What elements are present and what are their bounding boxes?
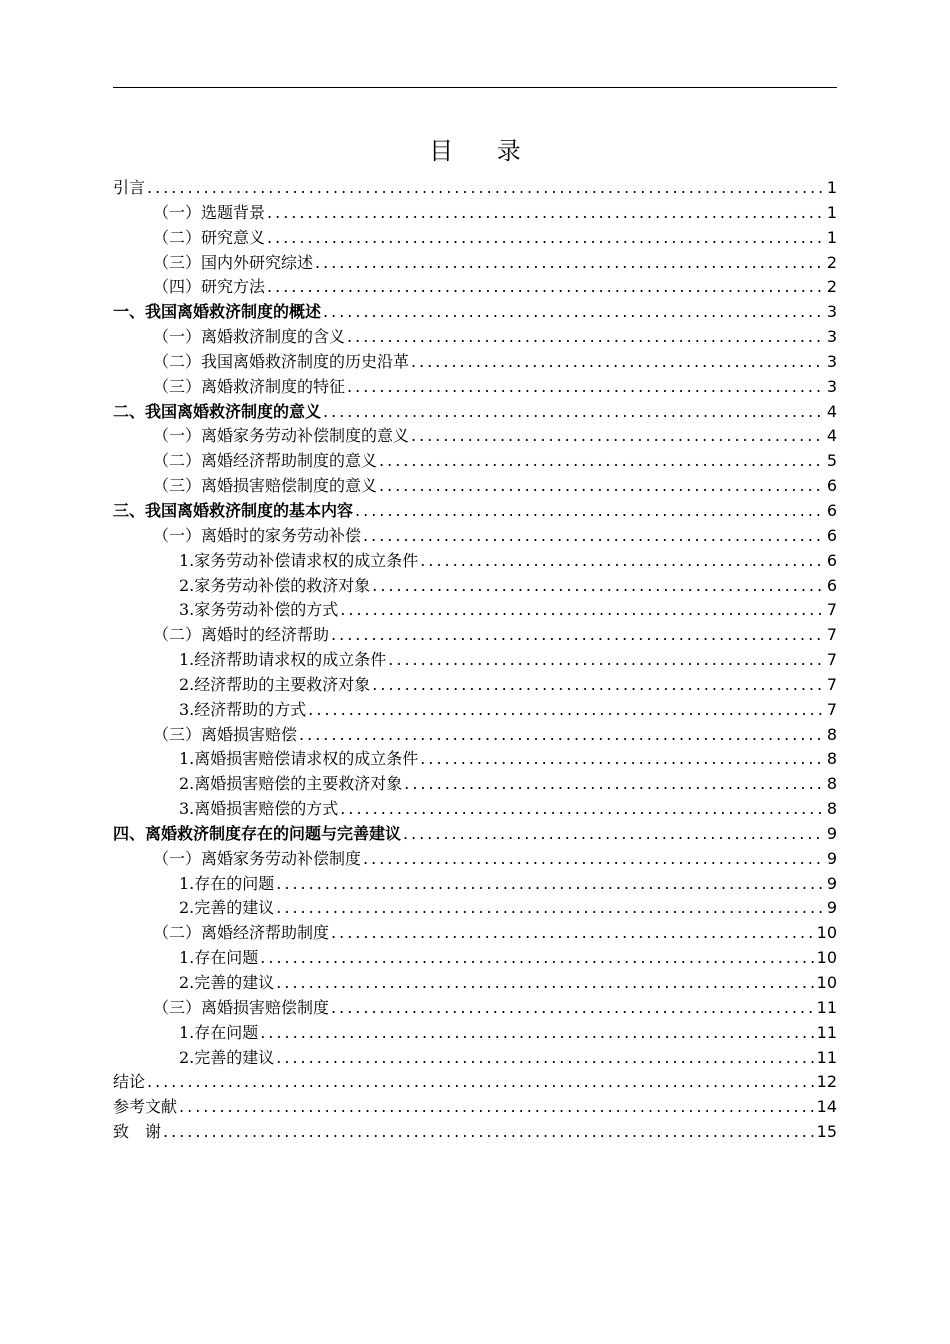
- toc-dot-leader: [308, 698, 825, 723]
- toc-entry[interactable]: [113, 574, 837, 599]
- toc-dot-leader: [276, 1046, 814, 1071]
- toc-entry-page: 1: [826, 227, 837, 247]
- toc-entry-page: 3: [826, 376, 837, 396]
- toc-dot-leader: [379, 474, 825, 499]
- toc-entry-label: （一）选题背景: [153, 202, 266, 222]
- toc-entry[interactable]: [113, 499, 837, 524]
- table-of-contents: [113, 176, 837, 1145]
- toc-entry[interactable]: [113, 723, 837, 748]
- toc-dot-leader: [411, 424, 825, 449]
- toc-entry-label: （一）离婚家务劳动补偿制度: [153, 848, 362, 868]
- toc-entry-page: 4: [826, 426, 837, 446]
- toc-entry-page: 7: [826, 600, 837, 620]
- toc-dot-leader: [403, 822, 825, 847]
- toc-entry-page: 9: [826, 898, 837, 918]
- toc-entry-label: （二）研究意义: [153, 227, 266, 247]
- toc-dot-leader: [276, 971, 814, 996]
- toc-dot-leader: [363, 524, 825, 549]
- toc-entry-label: （二）离婚经济帮助制度: [153, 923, 330, 943]
- toc-entry[interactable]: [113, 896, 837, 921]
- toc-dot-leader: [363, 847, 825, 872]
- toc-dot-leader: [276, 896, 825, 921]
- toc-dot-leader: [331, 996, 815, 1021]
- toc-entry-label: 1.离婚损害赔偿请求权的成立条件: [179, 749, 419, 769]
- toc-entry[interactable]: [113, 1120, 837, 1145]
- header-rule: [113, 87, 837, 88]
- toc-entry-page: 1: [826, 178, 837, 197]
- toc-dot-leader: [347, 375, 825, 400]
- toc-entry[interactable]: [113, 946, 837, 971]
- toc-entry-label: 一、我国离婚救济制度的概述: [113, 302, 322, 322]
- toc-entry-page: 15: [816, 1122, 837, 1142]
- toc-entry[interactable]: [113, 176, 837, 201]
- toc-entry-label: 2.经济帮助的主要救济对象: [179, 674, 371, 694]
- toc-entry-label: 1.存在问题: [179, 948, 259, 968]
- toc-dot-leader: [355, 499, 825, 524]
- toc-entry-label: 致 谢: [113, 1122, 162, 1142]
- toc-entry[interactable]: [113, 921, 837, 946]
- toc-entry-page: 12: [816, 1072, 837, 1092]
- toc-dot-leader: [260, 946, 814, 971]
- toc-dot-leader: [323, 400, 825, 425]
- toc-entry-page: 6: [826, 575, 837, 595]
- toc-dot-leader: [372, 673, 825, 698]
- toc-entry[interactable]: [113, 1070, 837, 1095]
- toc-entry-page: 8: [826, 724, 837, 744]
- toc-entry[interactable]: [113, 474, 837, 499]
- toc-entry-page: 6: [826, 525, 837, 545]
- toc-entry[interactable]: [113, 872, 837, 897]
- toc-dot-leader: [420, 747, 825, 772]
- toc-entry[interactable]: [113, 300, 837, 325]
- toc-entry-page: 11: [816, 1022, 837, 1042]
- toc-dot-leader: [147, 1070, 815, 1095]
- toc-entry-page: 7: [826, 650, 837, 670]
- toc-entry-page: 7: [826, 625, 837, 645]
- toc-entry-page: 1: [826, 202, 837, 222]
- toc-dot-leader: [299, 723, 825, 748]
- toc-entry[interactable]: [113, 524, 837, 549]
- toc-entry-label: （三）离婚损害赔偿制度的意义: [153, 476, 378, 496]
- toc-entry-label: 2.完善的建议: [179, 898, 275, 918]
- toc-entry-label: 2.离婚损害赔偿的主要救济对象: [179, 774, 403, 794]
- toc-entry-label: （二）离婚经济帮助制度的意义: [153, 451, 378, 471]
- toc-entry[interactable]: [113, 673, 837, 698]
- toc-dot-leader: [420, 549, 825, 574]
- toc-entry-label: 1.存在问题: [179, 1022, 259, 1042]
- toc-entry-label: （三）离婚损害赔偿: [153, 724, 298, 744]
- toc-dot-leader: [267, 275, 825, 300]
- toc-entry-page: 6: [826, 476, 837, 496]
- toc-dot-leader: [340, 797, 825, 822]
- toc-entry-label: 三、我国离婚救济制度的基本内容: [113, 500, 354, 520]
- toc-entry-label: （四）研究方法: [153, 277, 266, 297]
- toc-entry[interactable]: [113, 325, 837, 350]
- toc-dot-leader: [267, 226, 825, 251]
- toc-entry-label: 2.完善的建议: [179, 1047, 275, 1067]
- toc-dot-leader: [163, 1120, 815, 1145]
- toc-entry-page: 10: [816, 923, 837, 943]
- toc-entry-page: 8: [826, 774, 837, 794]
- toc-dot-leader: [315, 251, 825, 276]
- toc-entry[interactable]: [113, 201, 837, 226]
- toc-dot-leader: [323, 300, 825, 325]
- toc-entry[interactable]: [113, 747, 837, 772]
- toc-entry-label: （三）离婚救济制度的特征: [153, 376, 346, 396]
- toc-entry[interactable]: [113, 648, 837, 673]
- toc-entry-page: 10: [816, 973, 837, 992]
- toc-entry-page: 5: [826, 451, 837, 471]
- toc-entry-label: （二）我国离婚救济制度的历史沿革: [153, 351, 410, 371]
- toc-entry-label: 1.家务劳动补偿请求权的成立条件: [179, 550, 419, 570]
- toc-dot-leader: [276, 872, 825, 897]
- toc-entry[interactable]: [113, 996, 837, 1021]
- toc-entry[interactable]: [113, 822, 837, 847]
- toc-entry[interactable]: [113, 251, 837, 276]
- toc-entry-page: 4: [826, 401, 837, 421]
- toc-entry-label: （二）离婚时的经济帮助: [153, 625, 330, 645]
- toc-entry[interactable]: [113, 424, 837, 449]
- toc-entry[interactable]: [113, 549, 837, 574]
- toc-entry-page: 14: [816, 1097, 837, 1117]
- toc-dot-leader: [267, 201, 825, 226]
- toc-entry-label: （一）离婚家务劳动补偿制度的意义: [153, 426, 410, 446]
- toc-entry-page: 9: [826, 823, 837, 843]
- toc-dot-leader: [347, 325, 825, 350]
- toc-dot-leader: [331, 921, 815, 946]
- toc-entry-label: （一）离婚时的家务劳动补偿: [153, 525, 362, 545]
- toc-dot-leader: [411, 350, 825, 375]
- toc-dot-leader: [404, 772, 825, 797]
- toc-entry-label: 参考文献: [113, 1097, 178, 1117]
- page-title: 目 录: [429, 137, 539, 165]
- toc-entry-page: 6: [826, 550, 837, 570]
- toc-entry[interactable]: [113, 400, 837, 425]
- toc-entry[interactable]: [113, 772, 837, 797]
- toc-dot-leader: [379, 449, 825, 474]
- toc-entry-label: 四、离婚救济制度存在的问题与完善建议: [113, 823, 402, 843]
- toc-entry-label: 1.经济帮助请求权的成立条件: [179, 650, 387, 670]
- toc-entry-page: 8: [826, 799, 837, 819]
- toc-entry-page: 7: [826, 674, 837, 694]
- toc-entry-label: （三）离婚损害赔偿制度: [153, 997, 330, 1017]
- toc-dot-leader: [331, 623, 825, 648]
- toc-entry-page: 7: [826, 699, 837, 719]
- toc-entry-page: 3: [826, 302, 837, 322]
- toc-entry-label: 引言: [113, 178, 146, 197]
- toc-entry[interactable]: [113, 449, 837, 474]
- toc-dot-leader: [260, 1021, 814, 1046]
- toc-entry-label: 1.存在的问题: [179, 873, 275, 893]
- toc-entry[interactable]: [113, 1021, 837, 1046]
- toc-entry[interactable]: [113, 698, 837, 723]
- toc-entry-label: 二、我国离婚救济制度的意义: [113, 401, 322, 421]
- toc-dot-leader: [147, 176, 825, 201]
- toc-entry[interactable]: [113, 623, 837, 648]
- toc-entry-page: 3: [826, 351, 837, 371]
- toc-entry-page: 9: [826, 848, 837, 868]
- toc-entry-page: 10: [816, 948, 837, 968]
- toc-dot-leader: [388, 648, 825, 673]
- toc-entry-page: 11: [816, 997, 837, 1017]
- toc-entry-page: 11: [816, 1047, 837, 1067]
- toc-entry-label: 结论: [113, 1072, 146, 1092]
- toc-entry[interactable]: [113, 1046, 837, 1071]
- toc-entry-label: 2.家务劳动补偿的救济对象: [179, 575, 371, 595]
- toc-entry[interactable]: [113, 797, 837, 822]
- toc-entry[interactable]: [113, 847, 837, 872]
- toc-entry-page: 3: [826, 327, 837, 347]
- toc-entry-label: 3.离婚损害赔偿的方式: [179, 799, 339, 819]
- toc-entry-page: 6: [826, 500, 837, 520]
- toc-entry-page: 2: [826, 252, 837, 272]
- toc-dot-leader: [372, 574, 825, 599]
- toc-entry[interactable]: [113, 375, 837, 400]
- toc-entry-label: 3.经济帮助的方式: [179, 699, 307, 719]
- toc-entry[interactable]: [113, 275, 837, 300]
- toc-entry-label: （三）国内外研究综述: [153, 252, 314, 272]
- toc-entry[interactable]: [113, 971, 837, 996]
- toc-dot-leader: [179, 1095, 815, 1120]
- toc-entry-label: 2.完善的建议: [179, 973, 275, 992]
- toc-entry-label: 3.家务劳动补偿的方式: [179, 600, 339, 620]
- toc-entry[interactable]: [113, 226, 837, 251]
- toc-entry-page: 2: [826, 277, 837, 297]
- toc-entry-page: 8: [826, 749, 837, 769]
- toc-entry-label: （一）离婚救济制度的含义: [153, 327, 346, 347]
- toc-entry-page: 9: [826, 873, 837, 893]
- toc-entry[interactable]: [113, 1095, 837, 1120]
- toc-entry[interactable]: [113, 598, 837, 623]
- toc-dot-leader: [340, 598, 825, 623]
- toc-entry[interactable]: [113, 350, 837, 375]
